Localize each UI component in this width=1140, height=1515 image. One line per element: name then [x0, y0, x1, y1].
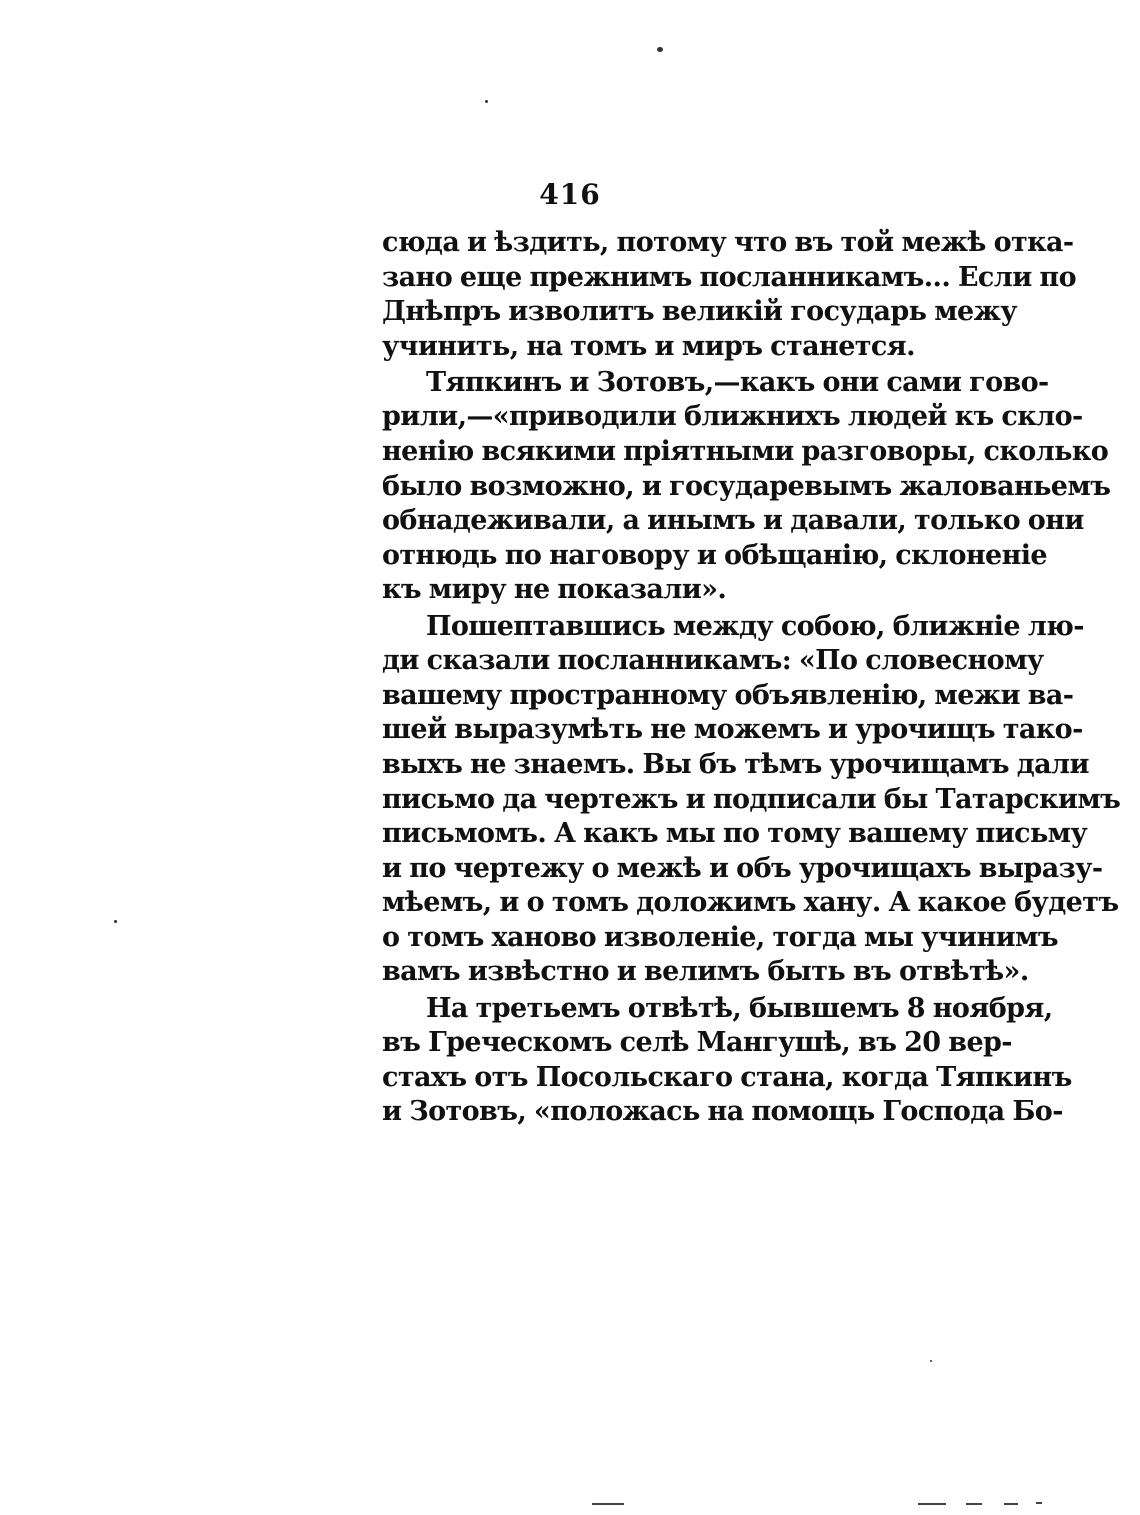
scan-artifact-line — [918, 1503, 946, 1505]
text-line: выхъ не знаемъ. Вы бъ тѣмъ урочищамъ дали — [382, 748, 1089, 780]
text-line: Днѣпръ изволитъ великій государь межу — [382, 296, 1017, 328]
text-line: письмо да чертежъ и подписали бы Татарскимъ — [382, 783, 1121, 815]
text-line: вамъ извѣстно и велимъ быть въ отвѣтѣ». — [382, 956, 1029, 988]
ink-speck — [485, 100, 488, 103]
page-number: 416 — [539, 178, 601, 211]
text-line: было возможно, и государевымъ жалованьемъ — [382, 470, 1111, 502]
text-line: шей выразумѣть не можемъ и урочищъ тако- — [382, 714, 1083, 746]
text-line: сюда и ѣздить, потому что въ той межѣ отка- — [382, 227, 1074, 258]
text-line: Тяпкинъ и Зотовъ,—какъ они сами гово- — [426, 366, 1049, 398]
paragraph — [382, 992, 1072, 1130]
text-line: учинить, на томъ и миръ станется. — [382, 330, 915, 362]
ink-speck — [657, 47, 663, 52]
text-line: отнюдь по наговору и обѣщанію, склоненіе — [382, 539, 1047, 571]
text-line: стахъ отъ Посольскаго стана, когда Тяпкинъ — [382, 1061, 1072, 1093]
ink-speck — [930, 1360, 932, 1362]
text-line: На третьемъ отвѣтѣ, бывшемъ 8 ноября, — [426, 992, 1053, 1024]
scan-artifact-line — [592, 1503, 624, 1505]
scan-artifact-line — [1036, 1502, 1042, 1504]
text-line: обнадеживали, а инымъ и давали, только они — [382, 505, 1084, 537]
text-line: въ Греческомъ селѣ Мангушѣ, въ 20 вер- — [382, 1027, 1012, 1059]
text-line: и по чертежу о межѣ и объ урочищахъ выразу- — [382, 852, 1103, 884]
scan-artifact-line — [1004, 1503, 1018, 1505]
ink-speck — [114, 920, 117, 923]
paragraph — [382, 610, 1121, 991]
text-line: ди сказали посланникамъ: «По словесному — [382, 645, 1044, 677]
text-line: письмомъ. А какъ мы по тому вашему письму — [382, 818, 1088, 850]
scan-artifact-line — [966, 1503, 982, 1505]
body-text — [382, 226, 1121, 1130]
text-line: ненію всякими пріятными разговоры, сколько — [382, 436, 1109, 468]
text-line: зано еще прежнимъ посланникамъ... Если по — [382, 261, 1077, 293]
paragraph — [382, 226, 1077, 364]
text-line: Пошептавшись между собою, ближніе лю- — [426, 610, 1084, 642]
text-line: рили,—«приводили ближнихъ людей къ скло- — [382, 401, 1083, 433]
text-line: и Зотовъ, «положась на помощь Господа Бо- — [382, 1096, 1063, 1128]
text-line: мѣемъ, и о томъ доложимъ хану. А какое будетъ — [382, 887, 1119, 919]
text-line: къ миру не показали». — [382, 574, 727, 606]
paragraph — [382, 366, 1111, 608]
text-line: вашему пространному объявленію, межи ва- — [382, 679, 1074, 711]
text-line: о томъ ханово изволеніе, тогда мы учинимъ — [382, 921, 1059, 953]
